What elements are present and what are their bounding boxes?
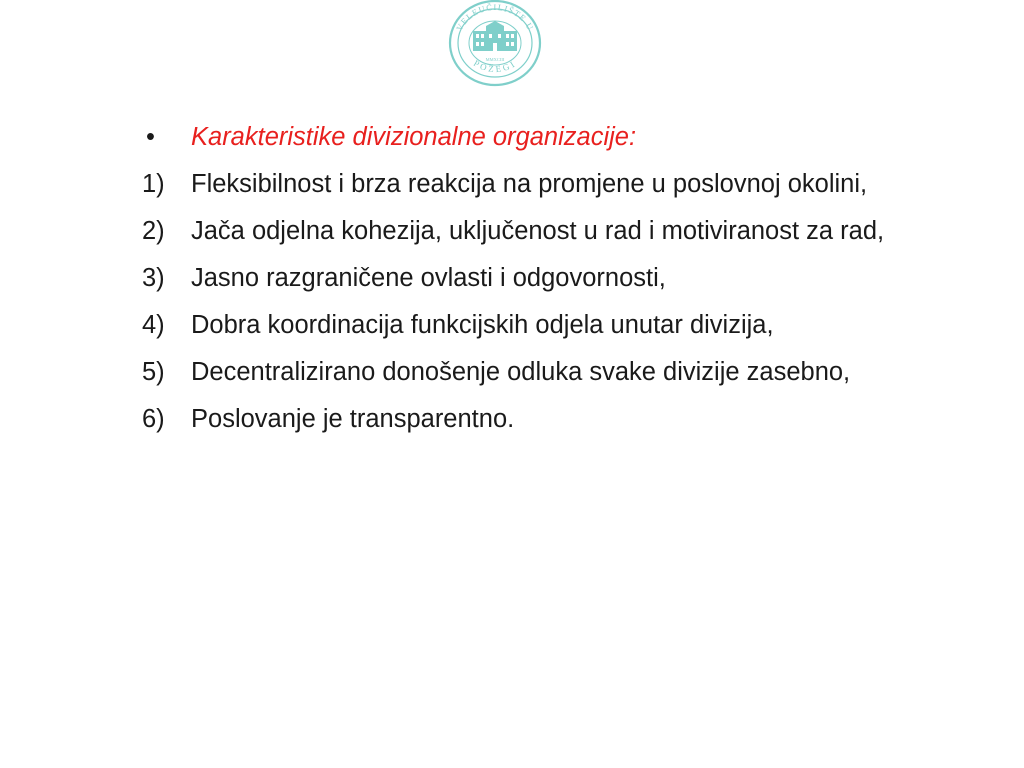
list-item-number: 1) <box>142 170 165 198</box>
slide-content <box>142 118 902 447</box>
list-item <box>142 306 902 344</box>
svg-text:MMXCIII: MMXCIII <box>485 57 505 62</box>
list-item-number: 4) <box>142 311 165 339</box>
list-item-text: Jasno razgraničene ovlasti i odgovornosti, <box>191 264 666 292</box>
list-item-number: 5) <box>142 358 165 386</box>
list-item-text: Dobra koordinacija funkcijskih odjela unutar divizija, <box>191 311 774 339</box>
list-item-text: Fleksibilnost i brza reakcija na promjene u poslovnoj okolini, <box>191 170 868 198</box>
list-item-text: Jača odjelna kohezija, uključenost u rad i motiviranost za rad, <box>191 217 885 245</box>
list-item <box>142 353 902 391</box>
list-item-text: Decentralizirano donošenje odluka svake divizije zasebno, <box>191 358 851 386</box>
bullet-marker: • <box>146 123 155 151</box>
list-item <box>142 212 902 250</box>
list-item <box>142 259 902 297</box>
svg-text:POŽEGI: POŽEGI <box>471 58 519 75</box>
list-item-number: 3) <box>142 264 165 292</box>
svg-text:VELEUČILIŠTE U: VELEUČILIŠTE U <box>454 1 536 33</box>
list-item <box>142 400 902 438</box>
list-item <box>142 165 902 203</box>
list-heading <box>142 118 902 156</box>
university-seal-logo <box>445 0 545 88</box>
heading-text: Karakteristike divizionalne organizacije: <box>191 123 637 151</box>
list-item-number: 6) <box>142 405 165 433</box>
list-item-number: 2) <box>142 217 165 245</box>
list-item-text: Poslovanje je transparentno. <box>191 405 515 433</box>
